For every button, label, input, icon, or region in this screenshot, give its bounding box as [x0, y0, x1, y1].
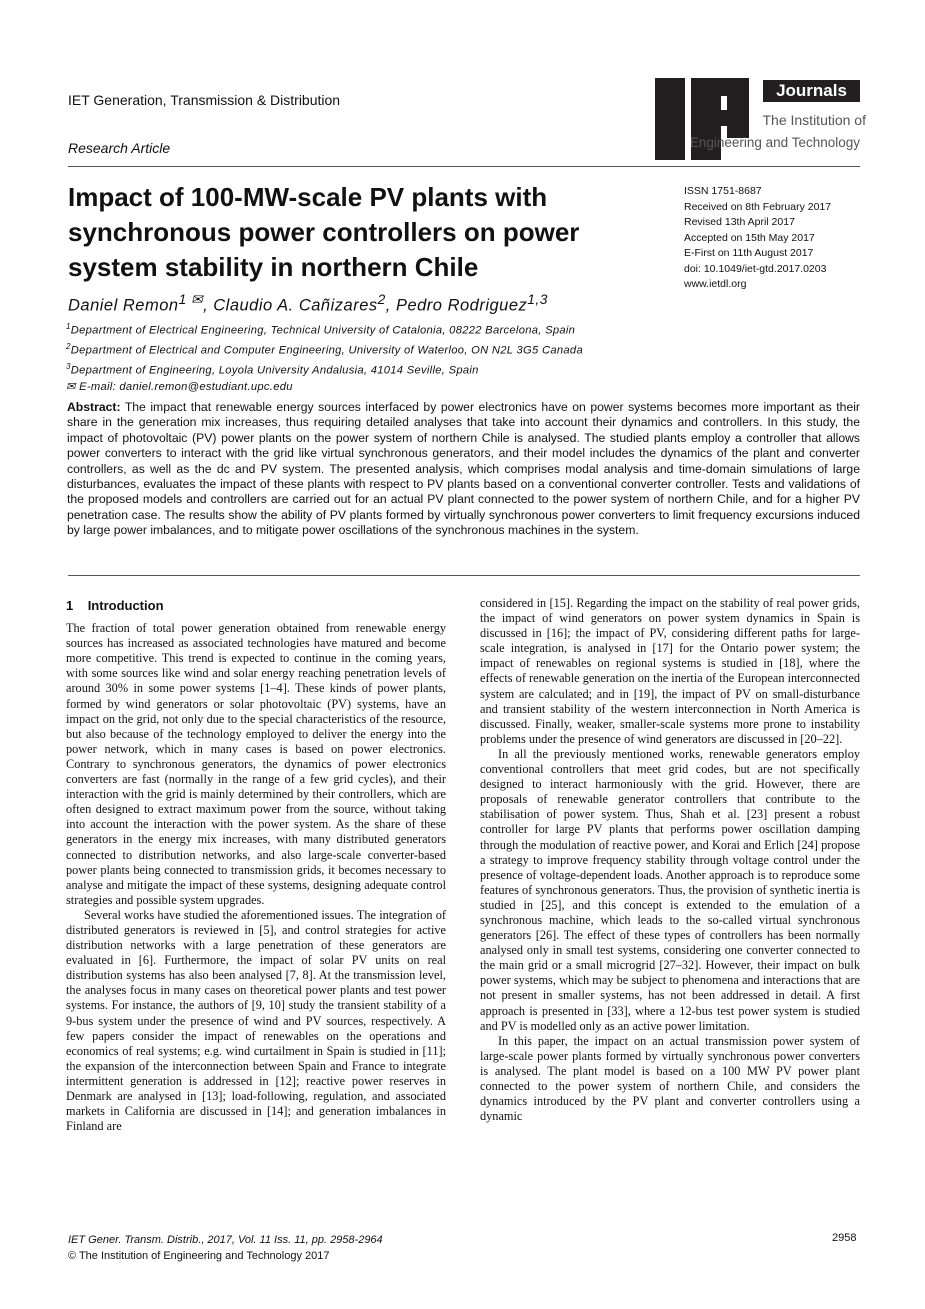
- revised-date: Revised 13th April 2017: [684, 216, 795, 228]
- author-name: Daniel Remon: [68, 296, 179, 315]
- article-type: Research Article: [68, 140, 171, 156]
- paragraph: In this paper, the impact on an actual transmission power system of large-scale power plants formed by virtually synchronous power converters is analysed. The plant model is based on a 100 MW PV power plant connected to the power system of northern Chile, and considers the dynamics introduced by the PV plant and converter controllers using a dynamic: [480, 1033, 860, 1124]
- paragraph: Several works have studied the aforementioned issues. The integration of distributed generators is reviewed in [5], and control strategies for active distribution networks with a large penetration of these generators are evaluated in [6]. Furthermore, the impact of solar PV units on real distribution systems has also been analysed [7, 8]. At the transmission level, the analyses focus in many cases on theoretical power plants and test power systems. For instance, the authors of [9, 10] study the transient stability of a 9-bus system under the presence of wind and PV sources, respectively. A few papers consider the impact of renewables on the operations and economics of real systems; e.g. wind curtailment in Spain is studied in [11]; the expansion of the interconnection between Spain and France to integrate intermittent generation is addressed in [12]; reactive power reserves in Denmark are analysed in [13]; load-following, regulation, and associated markets in California are discussed in [14]; and generation imbalances in Finland are: [66, 907, 446, 1134]
- affiliation-item: [66, 319, 583, 339]
- affiliation-text: Department of Engineering, Loyola University Andalusia, 41014 Seville, Spain: [70, 365, 479, 378]
- section-number: 1: [66, 598, 74, 613]
- paragraph: The fraction of total power generation obtained from renewable energy sources has increased as associated technologies have matured and become more competitive. This trend is expected to continue in the coming years, with some sources like wind and solar energy reaching penetration levels of around 30% in some power systems [1–4]. These kinds of power plants, formed by wind generators or solar photovoltaic (PV) systems, have an impact on the grid, not only due to the special characteristics of the resource, but also because of the technology employed to deliver the energy into the power network, which in many cases is based on power electronics. Contrary to synchronous generators, the dynamics of power electronics converters are fast (normally in the range of a few grid cycles), and their interaction with the grid is mainly determined by their controllers, which are often designed to extract maximum power from the source, without taking into account the interaction with the power system. As the share of these generators in the energy mix increases, with many distributed generators connected to distribution networks, and also large-scale converter-based power plants being connected to transmission grids, it becomes necessary to analyse and mitigate the impact of these systems, designing adequate control strategies and possible system upgrades.: [66, 621, 446, 907]
- author-name: Claudio A. Cañizares: [213, 296, 378, 315]
- doi[interactable]: doi: 10.1049/iet-gtd.2017.0203: [684, 262, 827, 275]
- header-divider: [68, 166, 860, 167]
- affiliation-number: 1: [66, 322, 71, 331]
- footer-citation: IET Gener. Transm. Distrib., 2017, Vol. 11 Iss. 11, pp. 2958-2964: [68, 1234, 383, 1246]
- footer: [68, 1232, 383, 1264]
- journal-name: IET Generation, Transmission & Distribution: [68, 92, 341, 108]
- affiliation-number: 2: [66, 342, 71, 352]
- paragraph: In all the previously mentioned works, renewable generators employ conventional controllers that meet grid codes, but are not specifically designed to interact harmoniously with the grid. However, there are proposals of renewable generator controllers that contribute to the stabilisation of power system. Thus, Shah et al. [23] present a robust controller for large PV plants that performs power oscillation damping through the modulation of reactive power, and Korai and Erlich [24] propose a strategy to improve frequency stability through voltage control under the presence of voltage-dependent loads. Another approach is to reproduce some features of synchronous generators. Thus, the provision of synthetic inertia is studied in [25], and this concept is extended to the emulation of a synchronous machine, which leads to the so-called virtual synchronous generators [26]. The effect of these types of controllers has been normally analysed only in small test systems, considering one converter connected to the main grid or a small microgrid [27–32]. However, their impact on bulk power systems, which may be subject to phenomena and interactions that are not present in smaller systems, has not been addressed in detail. A first approach is presented in [33], where a 12-bus test power system is studied and PV is modelled only as an active power limitation.: [480, 746, 860, 1033]
- author-sup: 1 ✉: [178, 292, 204, 307]
- right-column: [480, 596, 860, 1124]
- page-number: 2958: [832, 1232, 857, 1244]
- affiliations: [66, 319, 583, 395]
- abstract-divider: [68, 575, 860, 576]
- author-name: Pedro Rodriguez: [395, 296, 528, 315]
- footer-copyright: © The Institution of Engineering and Technology 2017: [68, 1250, 330, 1262]
- website-link[interactable]: www.ietdl.org: [684, 278, 747, 290]
- paragraph: considered in [15]. Regarding the impact on the stability of real power grids, the impact of wind generators on power system dynamics in Spain is discussed in [16]; the impact of PV, considering different paths for large-scale integration, is analysed in [17] for the Ontario power system; the impact of renewables on regional systems is studied in [18], where the effects of renewable generation on the inertia of the European interconnected system are calculated; and in [19], the impact of PV on small-disturbance and transient stability of the western interconnection in North America is discussed. Finally, weaker, smaller-scale systems more prone to instability problems under the presence of wind generators are discussed in [20–22].: [480, 596, 860, 746]
- article-title: Impact of 100-MW-scale PV plants with synchronous power controllers on power system stability in northern Chile: [68, 182, 580, 282]
- iet-logo: [655, 78, 866, 160]
- abstract: [67, 400, 860, 539]
- affiliation-text: Department of Electrical Engineering, Technical University of Catalonia, 08222 Barcelona, Spain: [70, 324, 576, 337]
- section-title: Introduction: [87, 598, 164, 613]
- logo-institution-line2: Engineering and Technology: [689, 135, 860, 150]
- affiliation-text: Department of Electrical and Computer Engineering, University of Waterloo, ON N2L 3G5 Canada: [70, 344, 583, 357]
- corresponding-email[interactable]: ✉ E-mail: daniel.remon@estudiant.upc.edu: [66, 380, 293, 393]
- logo-institution-line1: The Institution of: [762, 112, 866, 128]
- affiliation-item: [66, 359, 583, 379]
- abstract-label: Abstract:: [67, 400, 121, 414]
- abstract-text: The impact that renewable energy sources interfaced by power electronics have on power systems becomes more important as their share in the generation mix increases, thus requiring detailed analyses that take into account their dynamics and controllers. In this study, the impact of photovoltaic (PV) power plants on the power system of northern Chile is analysed. The studied plants employ a controller that allows power converters to interact with the grid like virtual synchronous generators, and their model includes the dynamics of the plant and converter controllers, as well as the dc and PV system. The presented analysis, which comprises modal analysis and time-domain simulations of large disturbances, evaluates the impact of these plants with respect to PV plants based on a conventional converter controller. Tests and validations of the proposed models and controllers are carried out for an actual PV plant connected to the power system of northern Chile, and for a higher PV penetration case. The results show the ability of PV plants formed by virtually synchronous power converters to limit frequency excursions induced by large power imbalances, and to mitigate power oscillations of the synchronous machines in the system.: [67, 400, 860, 538]
- issn: ISSN 1751-8687: [684, 185, 762, 197]
- efirst-date: E-First on 11th August 2017: [684, 247, 814, 259]
- affiliation-item: [66, 339, 583, 359]
- received-date: Received on 8th February 2017: [684, 200, 832, 213]
- left-column: [66, 596, 446, 1134]
- article-metadata: [684, 184, 831, 293]
- author-sup: 1,3: [527, 292, 548, 307]
- logo-journals-label: Journals: [763, 80, 860, 102]
- author-sup: 2: [377, 292, 386, 307]
- affiliation-number: 3: [66, 362, 71, 372]
- section-heading: [66, 596, 446, 613]
- author-list: Daniel Remon$^{1 ✉}$, Claudio A. Cañizares$^2$, Pedro Rodriguez$^{1,3}$: [68, 292, 548, 315]
- accepted-date: Accepted on 15th May 2017: [684, 231, 815, 244]
